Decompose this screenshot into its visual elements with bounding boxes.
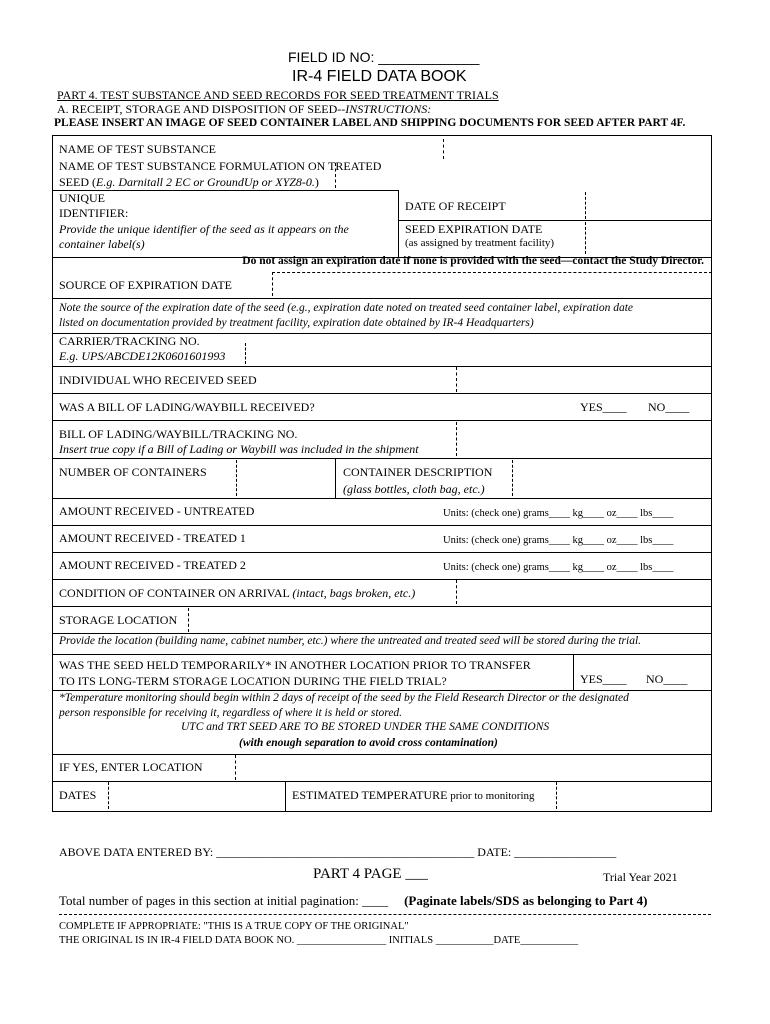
temp-no-option[interactable]: NO____ [646,672,688,686]
temp-note-3: UTC and TRT SEED ARE TO BE STORED UNDER THE SAME CONDITIONS [181,721,550,733]
footer-divider [59,914,711,915]
temp-note-2: person responsible for receiving it, regardless of where it is held or stored. [59,707,403,719]
formulation-label-2: SEED (E.g. Darnitall 2 EC or GroundUp or XYZ8-0.) [59,175,319,189]
unique-id-note-2: container label(s) [59,237,145,251]
test-substance-label: NAME OF TEST SUBSTANCE [59,142,216,156]
source-expiration-label: SOURCE OF EXPIRATION DATE [59,278,233,292]
temp-yes-option[interactable]: YES____ [580,672,627,686]
units-untreated[interactable]: Units: (check one) grams____ kg____ oz____ lbs____ [443,508,674,519]
total-pages-line: Total number of pages in this section at initial pagination: ____ (Paginate labels/SDS as belonging to Part 4) [59,893,648,908]
section-a-heading: A. RECEIPT, STORAGE AND DISPOSITION OF SEED--INSTRUCTIONS: [57,102,432,116]
temp-question-2: TO ITS LONG-TERM STORAGE LOCATION DURING THE FIELD TRIAL? [59,674,447,688]
expiration-warning: Do not assign an expiration date if none is provided with the seed—contact the Study Director. [242,255,704,267]
est-temp-label: ESTIMATED TEMPERATURE prior to monitoring [292,788,535,802]
part-page: PART 4 PAGE ___ [313,866,428,882]
container-desc-note: (glass bottles, cloth bag, etc.) [343,482,485,496]
formulation-label-1: NAME OF TEST SUBSTANCE FORMULATION ON TREATED [59,159,382,173]
bill-tracking-note: Insert true copy if a Bill of Lading or Waybill was included in the shipment [59,442,419,456]
dates-label: DATES [59,788,97,802]
storage-label: STORAGE LOCATION [59,613,178,627]
date-of-receipt-label: DATE OF RECEIPT [405,199,506,213]
bill-tracking-label: BILL OF LADING/WAYBILL/TRACKING NO. [59,427,298,441]
true-copy-line: COMPLETE IF APPROPRIATE: "THIS IS A TRUE COPY OF THE ORIGINAL" [59,921,409,932]
temp-note-1: *Temperature monitoring should begin within 2 days of receipt of the seed by the Field Research Director or the designated [59,692,629,704]
container-desc-label: CONTAINER DESCRIPTION [343,465,493,479]
source-expiration-note-1: Note the source of the expiration date of the seed (e.g., expiration date noted on treated seed container label, expiration date [59,302,634,314]
received-by-label: INDIVIDUAL WHO RECEIVED SEED [59,373,257,387]
entered-by-line: ABOVE DATA ENTERED BY: ___________________________________________ DATE: _________________ [59,845,617,859]
unique-id-label-1: UNIQUE [59,191,105,205]
num-containers-label: NUMBER OF CONTAINERS [59,465,207,479]
temp-question-1: WAS THE SEED HELD TEMPORARILY* IN ANOTHER LOCATION PRIOR TO TRANSFER [59,658,531,672]
field-id-label: FIELD ID NO: _____________ [288,49,480,65]
amount-untreated-label: AMOUNT RECEIVED - UNTREATED [59,504,255,518]
seed-expiration-label: SEED EXPIRATION DATE [405,222,543,236]
part-title: PART 4. TEST SUBSTANCE AND SEED RECORDS FOR SEED TREATMENT TRIALS [57,88,499,102]
condition-label: CONDITION OF CONTAINER ON ARRIVAL (intact, bags broken, etc.) [59,586,416,600]
units-treated2[interactable]: Units: (check one) grams____ kg____ oz____ lbs____ [443,562,674,573]
source-expiration-note-2: listed on documentation provided by treatment facility, expiration date obtained by IR-4 Headquarters) [59,317,534,329]
units-treated1[interactable]: Units: (check one) grams____ kg____ oz____ lbs____ [443,535,674,546]
temp-note-4: (with enough separation to avoid cross contamination) [239,737,498,749]
trial-year: Trial Year 2021 [603,870,678,884]
unique-id-note-1: Provide the unique identifier of the seed as it appears on the [59,222,349,236]
bill-received-label: WAS A BILL OF LADING/WAYBILL RECEIVED? [59,400,315,414]
carrier-example: E.g. UPS/ABCDE12K0601601993 [59,349,226,363]
original-line: THE ORIGINAL IS IN IR-4 FIELD DATA BOOK NO. _________________ INITIALS ___________DATE___________ [59,935,579,946]
amount-treated2-label: AMOUNT RECEIVED - TREATED 2 [59,558,246,572]
seed-expiration-note: (as assigned by treatment facility) [405,237,555,249]
bill-yes-option[interactable]: YES____ [580,400,627,414]
unique-id-label-2: IDENTIFIER: [59,206,129,220]
bill-no-option[interactable]: NO____ [648,400,690,414]
if-yes-label: IF YES, ENTER LOCATION [59,760,203,774]
amount-treated1-label: AMOUNT RECEIVED - TREATED 1 [59,531,246,545]
book-title: IR-4 FIELD DATA BOOK [292,68,467,85]
insert-notice: PLEASE INSERT AN IMAGE OF SEED CONTAINER LABEL AND SHIPPING DOCUMENTS FOR SEED AFTER PART 4F. [54,117,686,129]
carrier-label: CARRIER/TRACKING NO. [59,334,200,348]
storage-note: Provide the location (building name, cabinet number, etc.) where the untreated and treated seed will be stored during the trial. [59,635,642,647]
